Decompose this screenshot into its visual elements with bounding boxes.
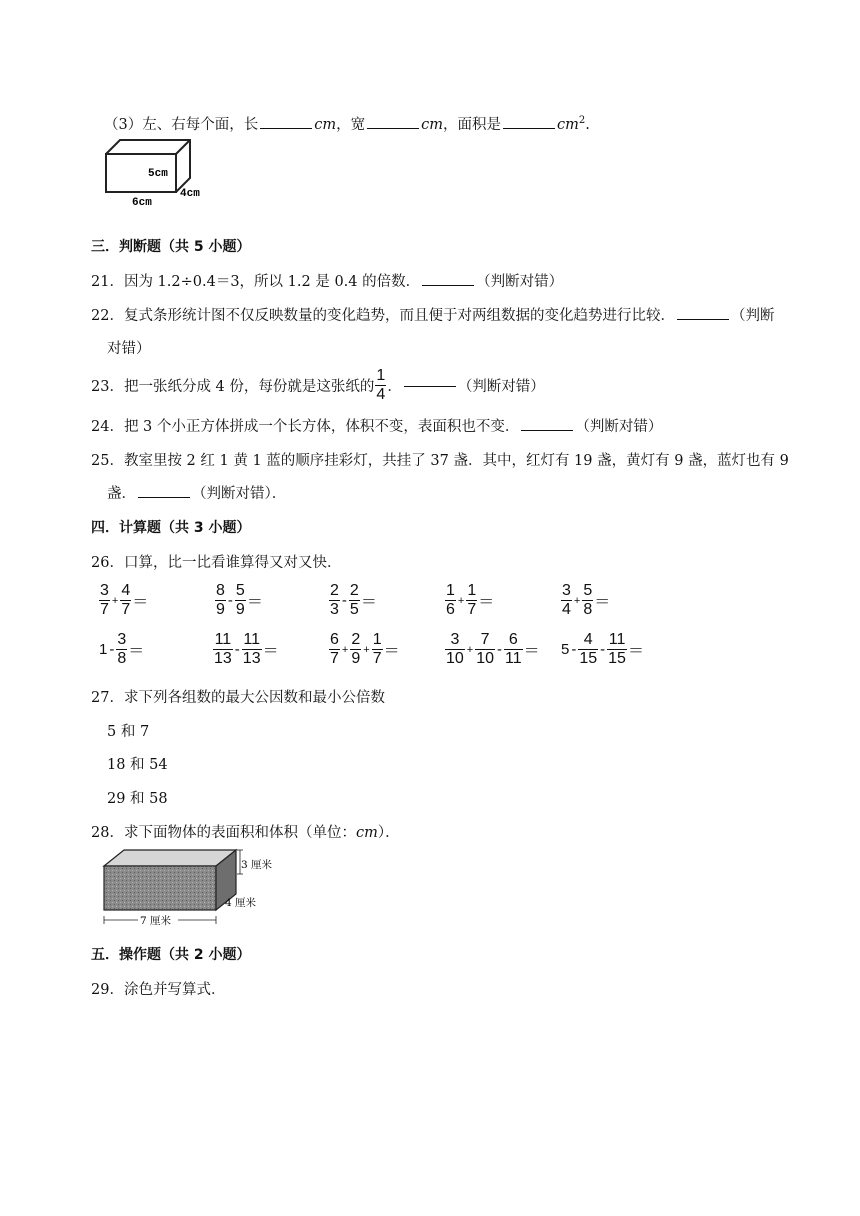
answer-blank[interactable] bbox=[521, 429, 573, 431]
expr-2: $\frac{8}{9}$ - $\frac{5}{9}$ ＝ bbox=[216, 582, 263, 618]
depth-label: 4 厘米 bbox=[225, 897, 257, 909]
expr-8: $\frac{6}{7}$ + $\frac{2}{9}$ + $\frac{1}{7}$ ＝ bbox=[330, 631, 400, 667]
cuboid-height-label: 5cm bbox=[148, 168, 168, 180]
question-22: 22．复式条形统计图不仅反映数量的变化趋势，而且便于对两组数据的变化趋势进行比较． （判断 bbox=[91, 308, 775, 324]
expr-6: 1 - $\frac{3}{8}$ ＝ bbox=[99, 631, 145, 667]
expr-9: $\frac{3}{10}$ + $\frac{7}{10}$ - $\frac{6}{11}$ ＝ bbox=[446, 631, 540, 667]
length-label: 7 厘米 bbox=[140, 915, 172, 927]
answer-blank[interactable] bbox=[503, 127, 555, 129]
height-label: 3 厘米 bbox=[241, 859, 273, 871]
question-25-line2: 盏． （判断对错）． bbox=[107, 486, 287, 502]
cuboid-length-label: 6cm bbox=[132, 197, 152, 208]
question-22-line2: 对错） bbox=[107, 341, 151, 357]
section-5-title: 五．操作题（共 2 小题） bbox=[91, 947, 251, 963]
answer-blank[interactable] bbox=[404, 385, 456, 387]
question-24: 24．把 3 个小正方体拼成一个长方体，体积不变，表面积也不变． （判断对错） bbox=[91, 419, 663, 435]
question-21: 21．因为 1.2÷0.4＝3，所以 1.2 是 0.4 的倍数． （判断对错） bbox=[91, 274, 564, 290]
cuboid-figure-small bbox=[100, 136, 210, 208]
expr-10: 5 - $\frac{4}{15}$ - $\frac{11}{15}$ ＝ bbox=[561, 631, 644, 667]
question-25: 25．教室里按 2 红 1 黄 1 蓝的顺序挂彩灯，共挂了 37 盏．其中，红灯有 19 盏，黄灯有 9 盏，蓝灯也有 9 bbox=[91, 453, 789, 469]
expr-1: $\frac{3}{7}$ + $\frac{4}{7}$ ＝ bbox=[100, 582, 149, 618]
cuboid-depth-label: 4cm bbox=[180, 188, 200, 200]
q27-item-2: 18 和 54 bbox=[107, 757, 168, 773]
answer-blank[interactable] bbox=[138, 496, 190, 498]
q20-part3: （3）左、右每个面，长 cm，宽 cm，面积是 $cm^2$. bbox=[104, 115, 590, 133]
fraction: $\frac{1}{4}$ bbox=[376, 367, 386, 403]
expr-4: $\frac{1}{6}$ + $\frac{1}{7}$ ＝ bbox=[446, 582, 495, 618]
cuboid-figure-shaded bbox=[100, 846, 275, 930]
question-28: 28．求下面物体的表面积和体积（单位：cm）． bbox=[91, 825, 400, 841]
section-4-title: 四．计算题（共 3 小题） bbox=[91, 520, 251, 536]
question-26: 26．口算，比一比看谁算得又对又快． bbox=[91, 555, 342, 571]
answer-blank[interactable] bbox=[260, 127, 312, 129]
expr-3: $\frac{2}{3}$ - $\frac{2}{5}$ ＝ bbox=[330, 582, 377, 618]
q27-item-1: 5 和 7 bbox=[107, 724, 150, 740]
expr-7: $\frac{11}{13}$ - $\frac{11}{13}$ ＝ bbox=[214, 631, 279, 667]
section-3-title: 三．判断题（共 5 小题） bbox=[91, 239, 251, 255]
question-23: 23．把一张纸分成 4 份，每份就是这张纸的 $\frac{1}{4}$ ． （判断对错） bbox=[91, 367, 545, 403]
answer-blank[interactable] bbox=[367, 127, 419, 129]
answer-blank[interactable] bbox=[677, 318, 729, 320]
answer-blank[interactable] bbox=[422, 284, 474, 286]
question-29: 29．涂色并写算式． bbox=[91, 982, 226, 998]
q27-item-3: 29 和 58 bbox=[107, 791, 168, 807]
expr-5: $\frac{3}{4}$ + $\frac{5}{8}$ ＝ bbox=[562, 582, 611, 618]
question-27: 27．求下列各组数的最大公因数和最小公倍数 bbox=[91, 690, 385, 706]
